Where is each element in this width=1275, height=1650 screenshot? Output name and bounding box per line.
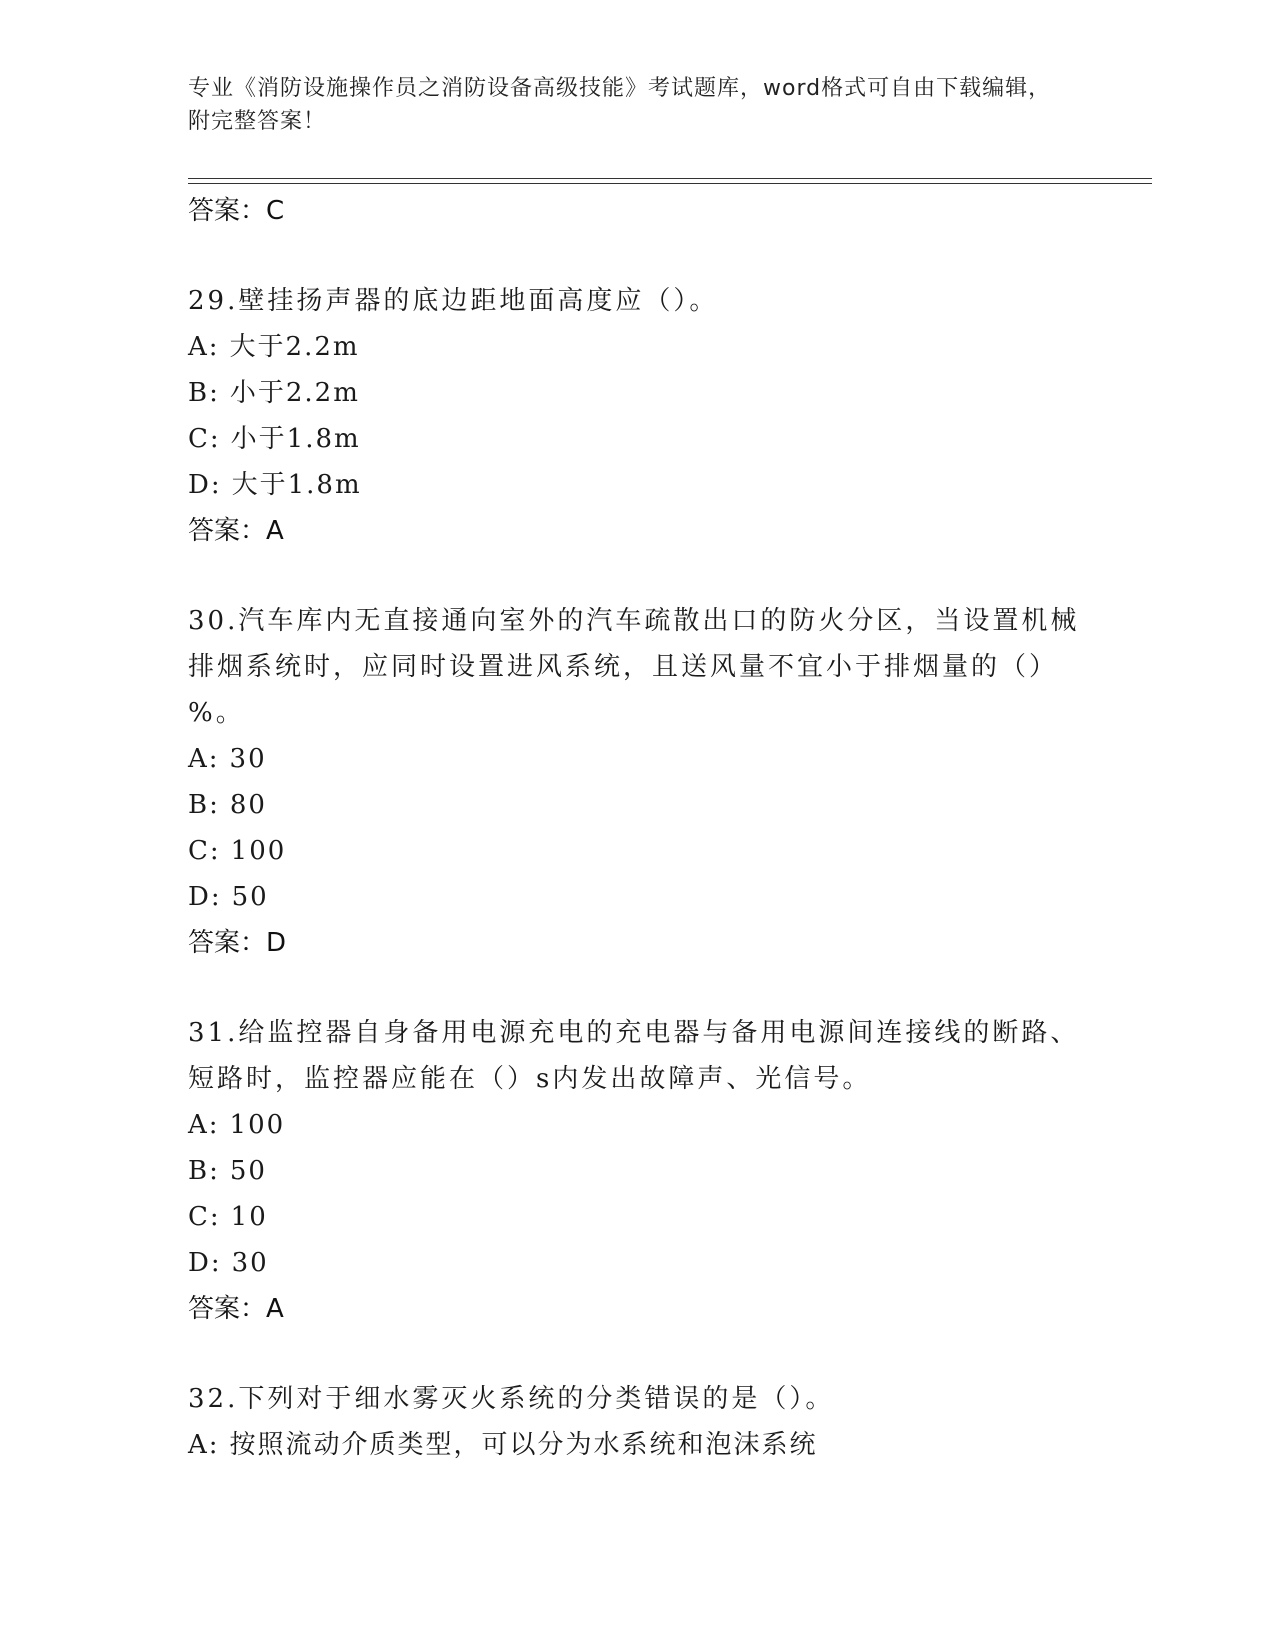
answer: 答案：D xyxy=(188,928,287,958)
option-a xyxy=(188,1102,1088,1148)
option-key: B: xyxy=(188,378,220,408)
answer: 答案：A xyxy=(188,516,284,546)
option-key: C: xyxy=(188,836,221,866)
option-d xyxy=(188,462,1088,508)
option-b xyxy=(188,1148,1088,1194)
option-a xyxy=(188,736,1088,782)
option-a xyxy=(188,1422,1088,1468)
option-b xyxy=(188,370,1088,416)
header-divider-top xyxy=(188,178,1152,179)
option-key: A: xyxy=(188,332,220,362)
header-divider-bottom xyxy=(188,183,1152,184)
option-text: 10 xyxy=(230,1202,268,1232)
option-text: 按照流动介质类型，可以分为水系统和泡沫系统 xyxy=(229,1430,818,1460)
option-key: B: xyxy=(188,790,220,820)
option-c xyxy=(188,828,1088,874)
option-key: D: xyxy=(188,1248,222,1278)
option-c xyxy=(188,416,1088,462)
question-list xyxy=(188,188,1088,1468)
option-text: 小于2.2m xyxy=(229,378,360,408)
option-text: 80 xyxy=(229,790,267,820)
option-key: B: xyxy=(188,1156,220,1186)
option-text: 大于2.2m xyxy=(229,332,360,362)
option-text: 大于1.8m xyxy=(231,470,362,500)
option-key: A: xyxy=(188,1110,220,1140)
option-c xyxy=(188,1194,1088,1240)
option-d xyxy=(188,874,1088,920)
option-text: 100 xyxy=(230,836,287,866)
option-key: C: xyxy=(188,1202,221,1232)
option-b xyxy=(188,782,1088,828)
question-stem: 29.壁挂扬声器的底边距地面高度应（）。 xyxy=(188,286,719,316)
question-32 xyxy=(188,1376,1088,1468)
previous-answer: 答案：C xyxy=(188,196,285,226)
option-key: A: xyxy=(188,744,220,774)
question-30 xyxy=(188,598,1088,966)
question-stem: 31.给监控器自身备用电源充电的充电器与备用电源间连接线的断路、短路时，监控器应能在（）s内发出故障声、光信号。 xyxy=(188,1018,1080,1094)
answer: 答案：A xyxy=(188,1294,284,1324)
option-a xyxy=(188,324,1088,370)
header-text: 专业《消防设施操作员之消防设备高级技能》考试题库，word格式可自由下载编辑，附完整答案！ xyxy=(188,76,1052,134)
option-key: D: xyxy=(188,470,222,500)
option-text: 50 xyxy=(231,882,269,912)
question-31 xyxy=(188,1010,1088,1332)
option-text: 50 xyxy=(229,1156,267,1186)
question-stem: 30.汽车库内无直接通向室外的汽车疏散出口的防火分区，当设置机械排烟系统时，应同时设置进风系统，且送风量不宜小于排烟量的（）%。 xyxy=(188,606,1080,728)
question-stem: 32.下列对于细水雾灭火系统的分类错误的是（）。 xyxy=(188,1384,835,1414)
option-key: A: xyxy=(188,1430,220,1460)
page-header xyxy=(188,72,1068,138)
option-text: 100 xyxy=(229,1110,286,1140)
option-text: 30 xyxy=(231,1248,269,1278)
option-d xyxy=(188,1240,1088,1286)
option-key: D: xyxy=(188,882,222,912)
question-29 xyxy=(188,278,1088,554)
option-key: C: xyxy=(188,424,221,454)
option-text: 30 xyxy=(229,744,267,774)
option-text: 小于1.8m xyxy=(230,424,361,454)
